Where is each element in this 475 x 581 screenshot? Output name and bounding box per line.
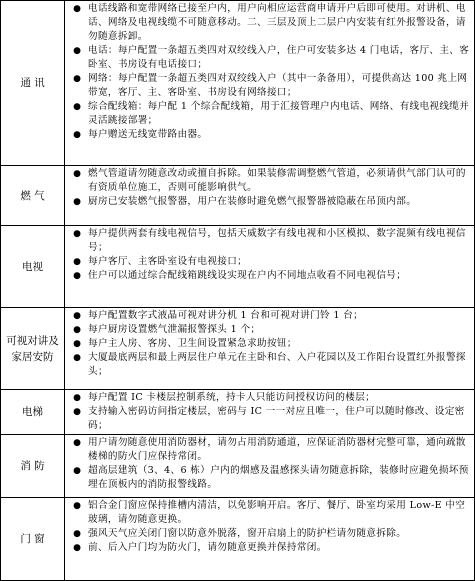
row-content — [66, 1, 474, 165]
row-content — [66, 166, 474, 225]
bullet-icon: ● — [73, 407, 81, 417]
row-content — [66, 390, 474, 434]
bullet-icon: ● — [73, 529, 81, 539]
category-label: 电视 — [1, 226, 65, 307]
bullet-icon: ● — [73, 311, 81, 321]
category-label: 消 防 — [1, 435, 65, 497]
list-item: ● 支持输入密码访问指定楼层，密码与 IC 一一对应且唯一，住户可以随时修改、设定密码； — [66, 405, 472, 433]
list-item: ● 铝合金门窗应保持推槽内清洁，以免影响开启。客厅、餐厅、卧室均采用 Low-E 中空玻璃，请勿随意更换。 — [66, 499, 472, 527]
list-item: ● 电话：每户配置一条超五类四对双绞线入户，住户可安装多达 4 门电话，客厅、主、客卧室、书房设有电话接口； — [66, 44, 472, 72]
list-item: ● 综合配线箱：每户配 1 个综合配线箱，用于汇接管理户内电话、网络、有线电视线缆并灵活跳接部署； — [66, 100, 472, 128]
row-gas — [1, 166, 474, 226]
row-content — [66, 226, 474, 307]
row-fire — [1, 435, 474, 498]
list-item: ● 网络：每户配置一条超五类四对双绞线入户（其中一条备用），可提供高达 100 兆上网带宽，客厅、主、客卧室、书房设有网络接口； — [66, 72, 472, 100]
row-content — [66, 308, 474, 389]
list-item: ● 厨房已安装燃气报警器，用户在装修时避免燃气报警器被隐蔽在吊顶内部。 — [66, 195, 472, 209]
bullet-icon: ● — [73, 257, 81, 267]
list-item: ● 每户配置数字式液晶可视对讲分机 1 台和可视对讲门铃 1 台； — [66, 309, 472, 323]
list-item: ● 用户请勿随意使用消防器材，请勿占用消防通道，应保证消防器材完整可靠，通向疏散楼梯的防火门应保持常闭。 — [66, 436, 472, 464]
category-label: 可视对讲及家居安防 — [1, 308, 65, 389]
row-content — [66, 498, 474, 580]
row-communication — [1, 1, 474, 166]
bullet-icon: ● — [73, 353, 81, 363]
list-item: ● 住户可以通过综合配线箱跳线设实现在户内不同地点收看不同电视信号； — [66, 269, 472, 283]
bullet-icon: ● — [73, 4, 81, 14]
bullet-icon: ● — [73, 169, 81, 179]
list-item: ● 强风天气应关闭门窗以防意外脱落，窗开启扇上的防护栏请勿随意拆除。 — [66, 527, 472, 541]
bullet-icon: ● — [73, 197, 81, 207]
list-item: ● 燃气管道请勿随意改动或擅自拆除。如果装修需调整燃气管道，必须请供气部门认可的有资质单位施工，否则可能影响供气。 — [66, 167, 472, 195]
bullet-icon: ● — [73, 46, 81, 56]
bullet-icon: ● — [73, 438, 81, 448]
bullet-icon: ● — [73, 271, 81, 281]
list-item: ● 每户厨房设置燃气泄漏报警探头 1 个； — [66, 323, 472, 337]
bullet-icon: ● — [73, 102, 81, 112]
row-tv — [1, 226, 474, 308]
bullet-icon: ● — [73, 74, 81, 84]
category-label: 燃 气 — [1, 166, 65, 225]
bullet-icon: ● — [73, 229, 81, 239]
row-content — [66, 435, 474, 497]
list-item: ● 每户提供两套有线电视信号，包括天威数字有线电视和小区模拟、数字混频有线电视信号； — [66, 227, 472, 255]
list-item: ● 超高层建筑（3、4、6 栋）户内的烟感及温感探头请勿随意拆除，装修时应避免损坏预埋在顶板内的消防报警线路。 — [66, 464, 472, 492]
list-item: ● 每户主人房、客房、卫生间设置紧急求助按钮； — [66, 337, 472, 351]
list-item: ● 电话线路和宽带网络已接至户内，用户向相应运营商申请开户后即可使用。对讲机、电话、网络及电视线缆不可随意移动。二、三层及顶上二层户内安装有红外报警设备，请勿随意拆卸。 — [66, 2, 472, 44]
list-item: ● 大厦最底两层和最上两层住户单元在主卧和台、入户花园以及工作阳台设置红外报警探头； — [66, 351, 472, 379]
category-label: 通 讯 — [1, 1, 65, 165]
bullet-icon: ● — [73, 339, 81, 349]
bullet-icon: ● — [73, 393, 81, 403]
list-item: ● 每户配置 IC 卡楼层控制系统，持卡人只能访问授权访问的楼层； — [66, 391, 472, 405]
bullet-icon: ● — [73, 130, 81, 140]
category-label: 门 窗 — [1, 498, 65, 580]
bullet-icon: ● — [73, 466, 81, 476]
bullet-icon: ● — [73, 325, 81, 335]
list-item: ● 每户客厅、主客卧室设有电视接口； — [66, 255, 472, 269]
list-item: ● 每户赠送无线宽带路由器。 — [66, 128, 472, 142]
list-item: ● 前、后入户门均为防火门，请勿随意更换并保持常闭。 — [66, 541, 472, 555]
row-intercom-security — [1, 308, 474, 390]
row-doors-windows — [1, 498, 474, 580]
bullet-icon: ● — [73, 501, 81, 511]
bullet-icon: ● — [73, 543, 81, 553]
row-elevator — [1, 390, 474, 435]
category-label: 电梯 — [1, 390, 65, 434]
